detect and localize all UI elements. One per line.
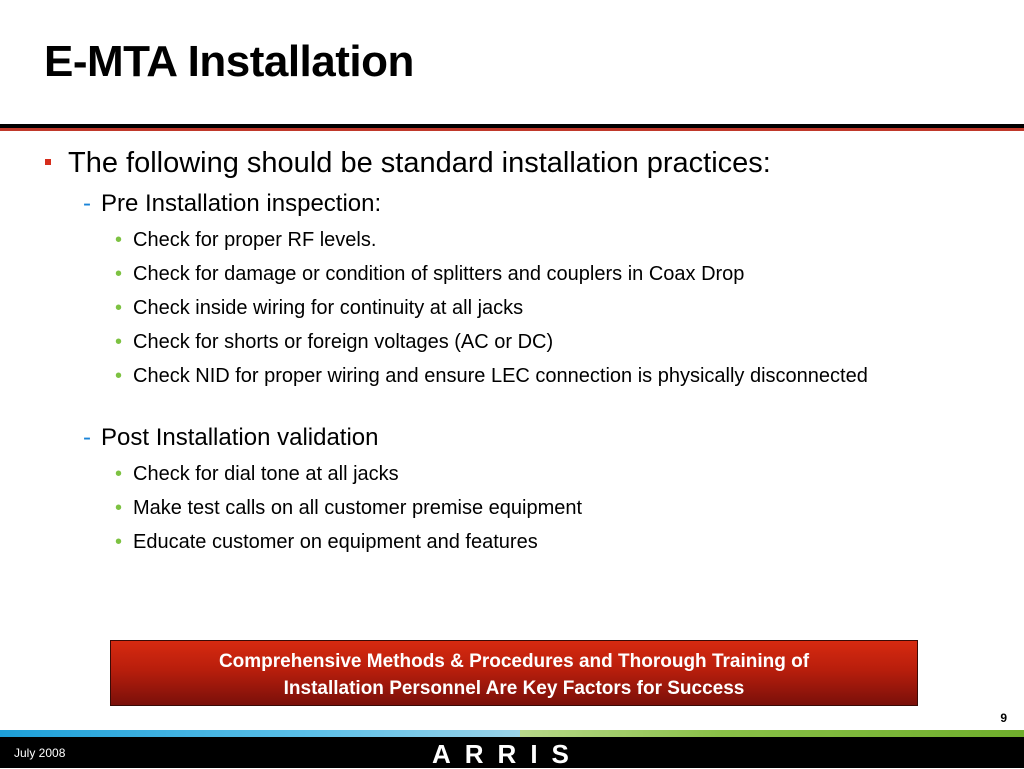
dot-bullet-icon: • (115, 229, 123, 251)
pre-item-voltages: Check for shorts or foreign voltages (AC or DC) (133, 331, 554, 353)
dash-bullet-icon: - (83, 424, 91, 451)
post-item-educate: Educate customer on equipment and features (133, 531, 538, 553)
callout-line-1: Comprehensive Methods & Procedures and Thorough Training of (218, 651, 810, 672)
footer-stripe-blue (0, 730, 520, 737)
post-installation-heading: Post Installation validation (101, 424, 379, 451)
footer-stripe-green (520, 730, 1024, 737)
pre-item-nid-text: Check NID for proper wiring and ensure LEC connection is physically disconnected (133, 365, 868, 387)
key-factors-callout (110, 640, 918, 706)
title-accent-divider (0, 128, 1024, 131)
pre-installation-heading: Pre Installation inspection: (101, 190, 382, 217)
post-item-dial-tone: Check for dial tone at all jacks (133, 463, 399, 485)
dot-bullet-icon: • (115, 331, 123, 353)
callout-line-2: Installation Personnel Are Key Factors for Success (283, 678, 745, 699)
pre-item-nid (133, 361, 933, 391)
dot-bullet-icon: • (115, 263, 123, 285)
slide-title: E-MTA Installation (44, 37, 414, 86)
page-number: 9 (1000, 711, 1007, 725)
footer-date: July 2008 (14, 746, 66, 760)
dot-bullet-icon: • (115, 365, 123, 387)
dash-bullet-icon: - (83, 190, 91, 217)
pre-item-splitters: Check for damage or condition of splitters and couplers in Coax Drop (133, 263, 745, 285)
square-bullet-icon (45, 159, 51, 165)
dot-bullet-icon: • (115, 497, 123, 519)
arris-logo: ARRIS (432, 739, 583, 769)
post-item-test-calls: Make test calls on all customer premise equipment (133, 497, 583, 519)
pre-item-wiring: Check inside wiring for continuity at all jacks (133, 297, 524, 319)
dot-bullet-icon: • (115, 531, 123, 553)
intro-bullet: The following should be standard installation practices: (68, 147, 771, 179)
dot-bullet-icon: • (115, 297, 123, 319)
dot-bullet-icon: • (115, 463, 123, 485)
pre-item-rf-levels: Check for proper RF levels. (133, 229, 377, 251)
